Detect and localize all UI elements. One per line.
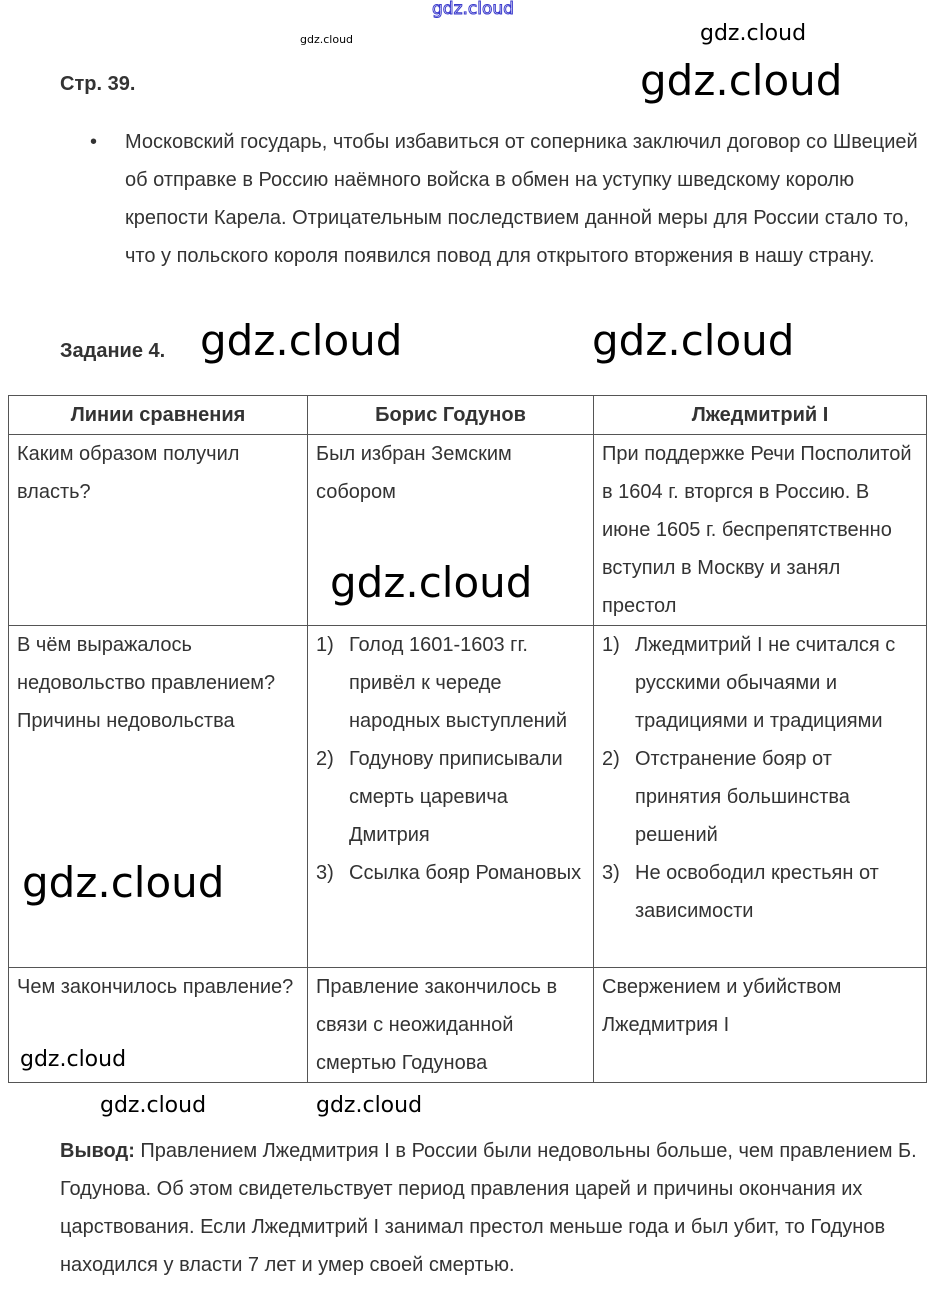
list-item: 3) Не освободил крестьян от зависимости <box>602 862 879 922</box>
table-cell: В чём выражалось недовольство правлением? Причины недовольства <box>9 626 308 968</box>
bullet-icon: • <box>90 131 98 153</box>
list-item: 2) Отстранение бояр от принятия большинства решений <box>602 748 850 846</box>
list-item: 1) Голод 1601-1603 гг. привёл к череде народных выступлений <box>316 634 568 732</box>
table-cell: Каким образом получил власть? <box>9 435 308 626</box>
table-cell: Правление закончилось в связи с неожиданной смертью Годунова <box>308 968 594 1083</box>
bullet-item: • Московский государь, чтобы избавиться от соперника заключил договор со Швецией об отправке в Россию наёмного войска в обмен на уступку шведскому королю крепости Карела. Отрицательным последствием данной меры для России стало то, что у польского короля появился повод для открытого вторжения в нашу страну. <box>90 123 920 275</box>
watermark: gdz.cloud <box>200 316 403 365</box>
table-cell <box>594 626 927 968</box>
watermark: gdz.cloud <box>640 56 843 105</box>
watermark: gdz.cloud <box>300 33 354 46</box>
page-label: Стр. 39. <box>60 73 136 95</box>
task-label: Задание 4. <box>60 340 166 362</box>
header-cell: Борис Годунов <box>308 396 594 435</box>
list-item: 1) Лжедмитрий I не считался с русскими обычаями и традициями и традициями <box>602 634 896 732</box>
watermark: gdz.cloud <box>592 316 795 365</box>
table-cell: При поддержке Речи Посполитой в 1604 г. вторгся в Россию. В июне 1605 г. беспрепятственно вступил в Москву и занял престол <box>594 435 927 626</box>
table-cell: Чем закончилось правление? <box>9 968 308 1083</box>
table-cell: Был избран Земским собором <box>308 435 594 626</box>
header-cell: Лжедмитрий I <box>594 396 927 435</box>
watermark: gdz.cloud <box>330 558 533 607</box>
table-header-row <box>9 396 927 435</box>
list-item: 3) Ссылка бояр Романовых <box>316 862 582 884</box>
table-cell: Свержением и убийством Лжедмитрия I <box>594 968 927 1083</box>
table-cell <box>308 626 594 968</box>
conclusion-text: Правлением Лжедмитрия I в России были недовольны больше, чем правлением Б. Годунова. Об этом свидетельствует период правления царей и причины окончания их царствования. Если Лжедмитрий I занимал престол меньше года и был убит, то Годунов находился у власти 7 лет и умер своей смертью. <box>60 1140 917 1276</box>
header-cell: Линии сравнения <box>9 396 308 435</box>
watermark: gdz.cloud <box>22 858 225 907</box>
comparison-table <box>8 395 927 1083</box>
watermark: gdz.cloud <box>316 1093 423 1118</box>
watermark: gdz.cloud <box>700 21 807 46</box>
watermark: gdz.cloud <box>100 1093 207 1118</box>
conclusion <box>60 1132 930 1284</box>
table-row <box>9 968 927 1083</box>
watermark-logo: gdz.cloud <box>432 0 514 19</box>
conclusion-label: Вывод: <box>60 1140 135 1162</box>
list-item: 2) Годунову приписывали смерть царевича Дмитрия <box>316 748 563 846</box>
table-row <box>9 626 927 968</box>
watermark: gdz.cloud <box>20 1047 127 1072</box>
